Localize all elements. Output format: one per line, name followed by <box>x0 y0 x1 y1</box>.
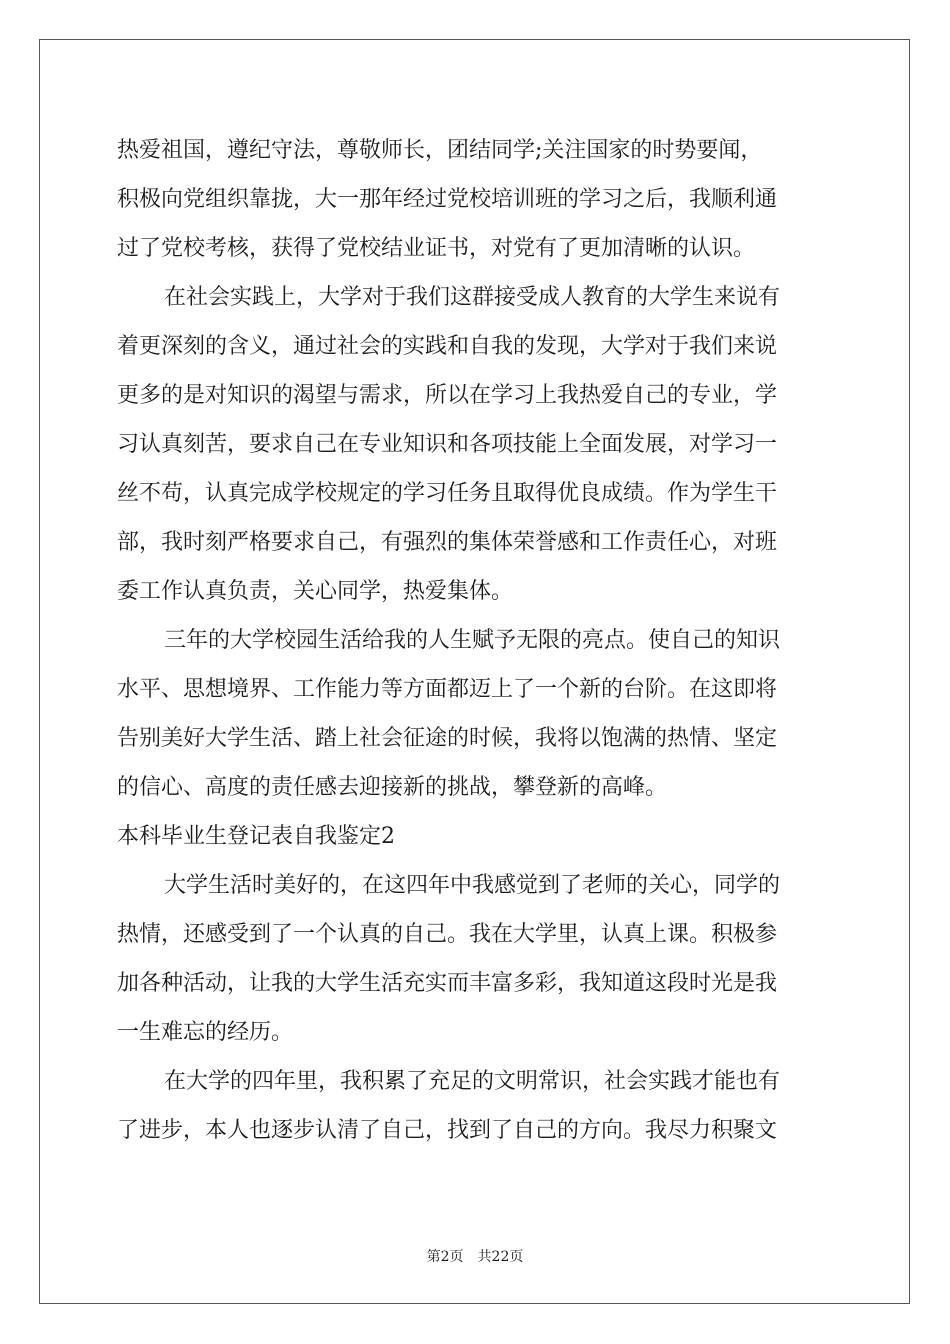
text-line: 了进步，本人也逐步认清了自己，找到了自己的方向。我尽力积聚文 <box>117 1118 778 1143</box>
text-line: 过了党校考核，获得了党校结业证书，对党有了更加清晰的认识。 <box>117 236 756 261</box>
text-line: 丝不苟，认真完成学校规定的学习任务且取得优良成绩。作为学生干 <box>117 481 778 506</box>
text-line: 热爱祖国，遵纪守法，尊敬师长，团结同学;关注国家的时势要闻， <box>117 138 763 163</box>
text-line: 在大学的四年里，我积累了充足的文明常识，社会实践才能也有 <box>164 1069 781 1094</box>
text-line: 积极向党组织靠拢，大一那年经过党校培训班的学习之后，我顺利通 <box>117 187 778 212</box>
text-line: 加各种活动，让我的大学生活充实而丰富多彩，我知道这段时光是我 <box>117 971 778 996</box>
text-line: 三年的大学校园生活给我的人生赋予无限的亮点。使自己的知识 <box>164 628 781 653</box>
text-line: 告别美好大学生活、踏上社会征途的时候，我将以饱满的热情、坚定 <box>117 726 778 751</box>
text-line: 大学生活时美好的，在这四年中我感觉到了老师的关心，同学的 <box>164 873 781 898</box>
text-line: 委工作认真负责，关心同学，热爱集体。 <box>117 579 514 604</box>
page-total: 共22页 <box>477 1249 524 1265</box>
text-line: 本科毕业生登记表自我鉴定2 <box>117 824 395 849</box>
document-body <box>117 126 837 1155</box>
text-line: 的信心、高度的责任感去迎接新的挑战，攀登新的高峰。 <box>117 775 668 800</box>
text-line: 水平、思想境界、工作能力等方面都迈上了一个新的台阶。在这即将 <box>117 677 778 702</box>
page-number: 第2页 <box>426 1249 464 1265</box>
text-line: 着更深刻的含义，通过社会的实践和自我的发现，大学对于我们来说 <box>117 334 778 359</box>
text-line: 部，我时刻严格要求自己，有强烈的集体荣誉感和工作责任心，对班 <box>117 530 778 555</box>
text-line: 一生难忘的经历。 <box>117 1020 294 1045</box>
text-line: 热情，还感受到了一个认真的自己。我在大学里，认真上课。积极参 <box>117 922 778 947</box>
text-line: 习认真刻苦，要求自己在专业知识和各项技能上全面发展，对学习一 <box>117 432 778 457</box>
page-footer <box>0 1246 950 1266</box>
text-line: 在社会实践上，大学对于我们这群接受成人教育的大学生来说有 <box>164 285 781 310</box>
text-line: 更多的是对知识的渴望与需求，所以在学习上我热爱自己的专业，学 <box>117 383 778 408</box>
